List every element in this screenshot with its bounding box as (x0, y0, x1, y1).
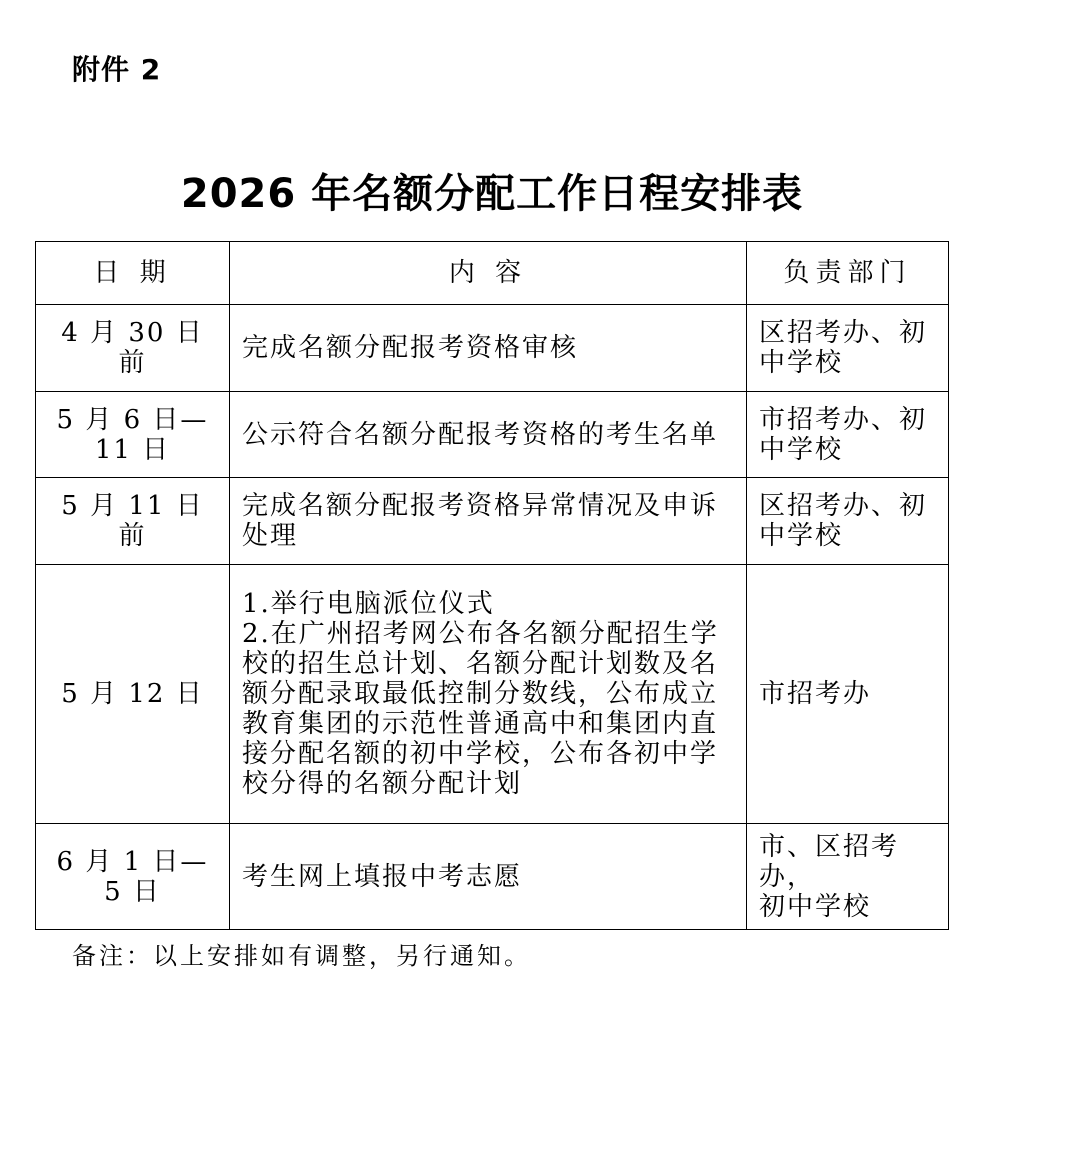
date-cell (36, 824, 230, 930)
department-text: 初中学校 (759, 891, 872, 922)
department-text: 中学校 (759, 521, 844, 551)
content-text: 处理 (242, 521, 299, 551)
date-cell (36, 392, 230, 478)
content-cell (230, 565, 747, 824)
date-text: 11 日 (94, 434, 171, 465)
department-cell (747, 565, 949, 824)
attachment-label: 附件 2 (72, 53, 162, 86)
date-text: 6 月 1 日— (56, 846, 209, 877)
content-cell (230, 392, 747, 478)
date-text: 5 月 6 日— (56, 404, 209, 435)
date-cell (36, 305, 230, 392)
department-text: 区招考办、初 (759, 491, 928, 521)
department-text: 中学校 (759, 348, 844, 378)
content-cell (230, 305, 747, 392)
table-row (36, 824, 949, 930)
table-row (36, 565, 949, 824)
content-text: 校的招生总计划、名额分配计划数及名 (242, 649, 719, 679)
document-title: 2026 年名额分配工作日程安排表 (180, 171, 804, 217)
date-text: 4 月 30 日前 (61, 318, 204, 378)
department-cell (747, 824, 949, 930)
content-text: 接分配名额的初中学校，公布各初中学 (242, 739, 719, 769)
content-text: 考生网上填报中考志愿 (242, 861, 523, 892)
department-text: 区招考办、初 (759, 318, 928, 348)
department-cell (747, 305, 949, 392)
content-cell (230, 824, 747, 930)
table-row (36, 305, 949, 392)
content-text: 完成名额分配报考资格审核 (242, 333, 579, 363)
header-date: 日 期 (36, 242, 230, 305)
content-text: 额分配录取最低控制分数线，公布成立 (242, 679, 719, 709)
content-text: 1.举行电脑派位仪式 (242, 589, 495, 619)
date-cell (36, 478, 230, 565)
content-text: 完成名额分配报考资格异常情况及申诉 (242, 491, 719, 521)
date-text: 5 月 12 日 (61, 679, 204, 709)
table-header-row (36, 242, 949, 305)
date-cell (36, 565, 230, 824)
department-cell (747, 478, 949, 565)
footnote: 备注：以上安排如有调整，另行通知。 (72, 942, 531, 970)
department-cell (747, 392, 949, 478)
table-row (36, 478, 949, 565)
table-row (36, 392, 949, 478)
department-text: 市、区招考办， (759, 831, 900, 892)
department-text: 市招考办 (759, 679, 872, 709)
department-text: 中学校 (759, 434, 844, 465)
department-text: 市招考办、初 (759, 404, 928, 435)
header-department: 负责部门 (747, 242, 949, 305)
content-text: 校分得的名额分配计划 (242, 769, 523, 799)
date-text: 5 日 (104, 876, 161, 907)
content-text: 教育集团的示范性普通高中和集团内直 (242, 709, 719, 739)
content-cell (230, 478, 747, 565)
date-text: 5 月 11 日前 (61, 491, 204, 551)
header-content: 内 容 (230, 242, 747, 305)
content-text: 2.在广州招考网公布各名额分配招生学 (242, 619, 719, 649)
content-text: 公示符合名额分配报考资格的考生名单 (242, 419, 719, 450)
schedule-table (35, 241, 949, 930)
